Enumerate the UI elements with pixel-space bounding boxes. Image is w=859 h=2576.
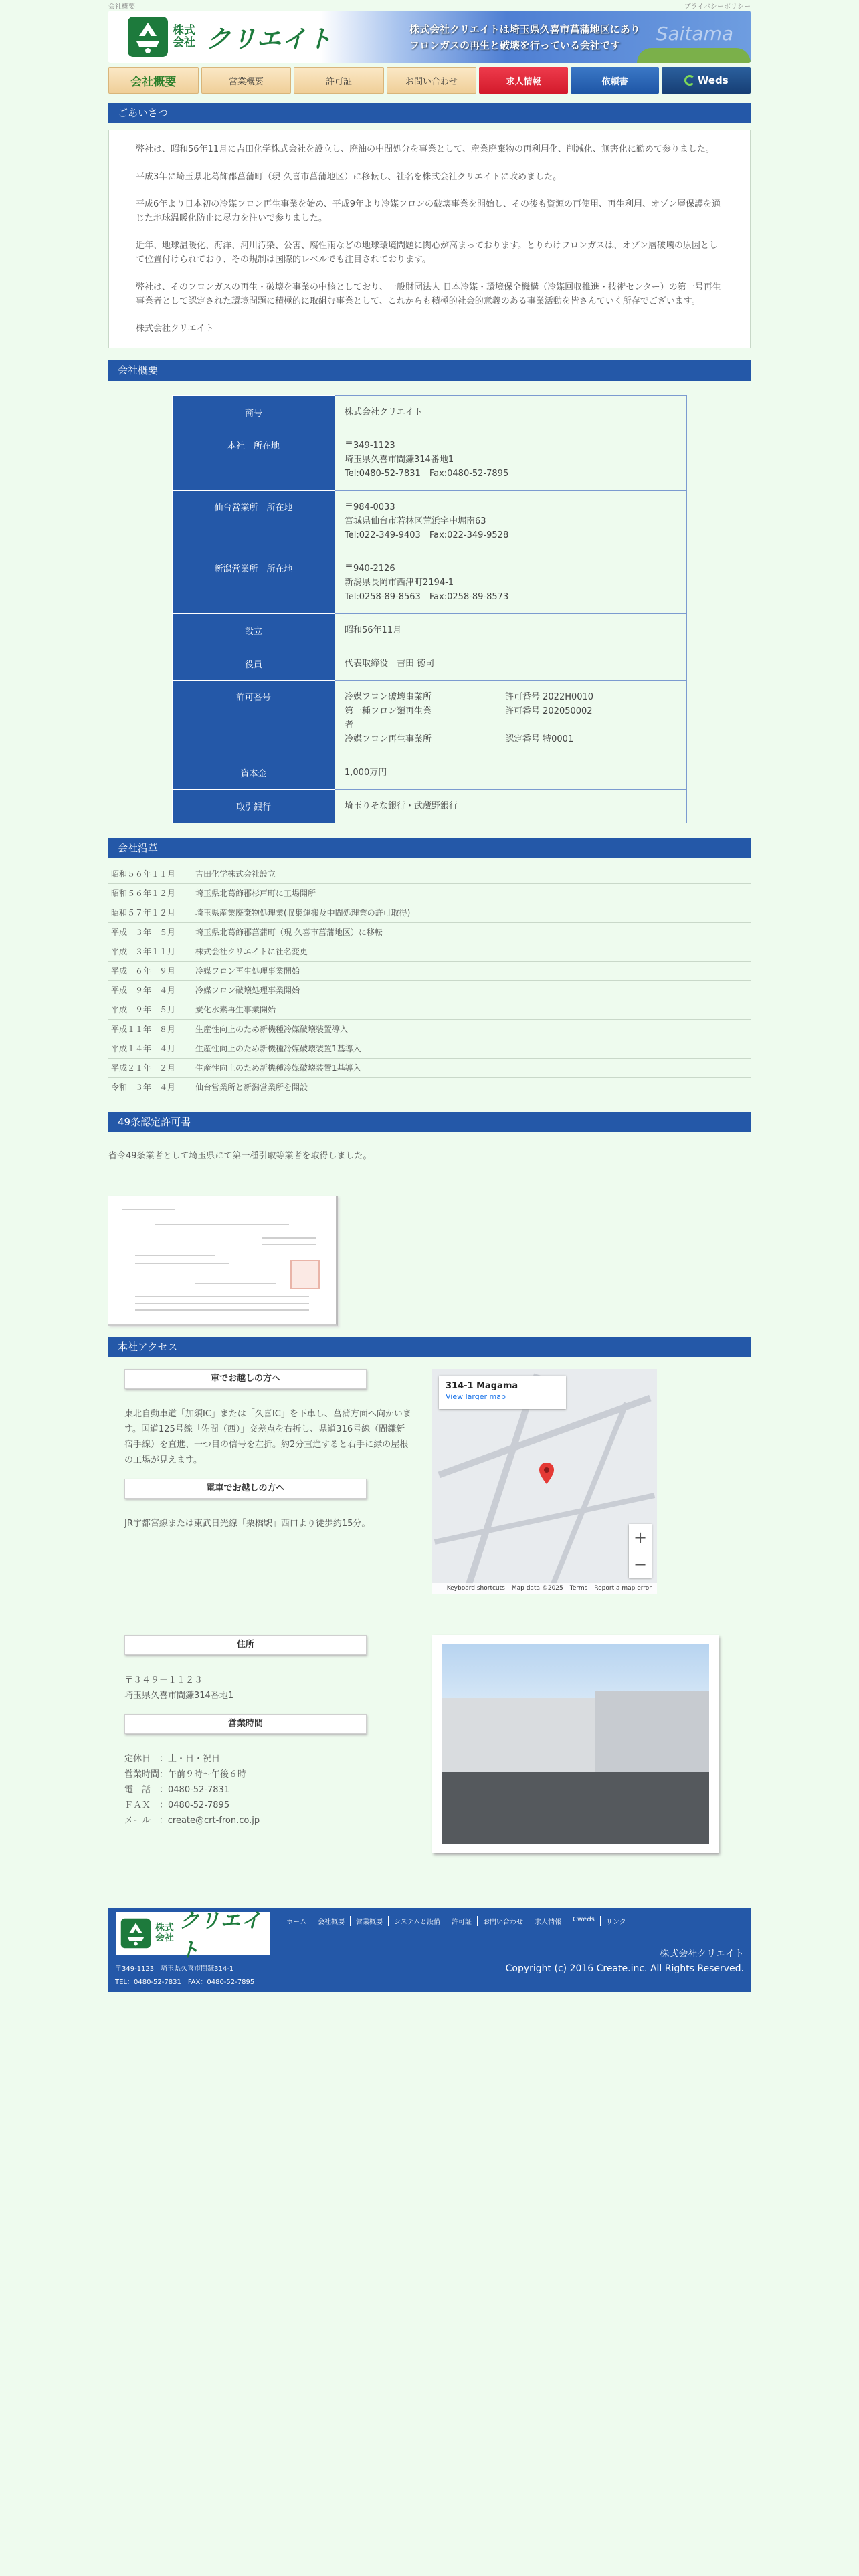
facility-photo (432, 1635, 719, 1853)
table-row (173, 756, 687, 790)
map-footer (432, 1583, 657, 1594)
access-heading: 本社アクセス (108, 1337, 751, 1357)
greeting-paragraph: 平成3年に埼玉県北葛飾郡菖蒲町（現 久喜市菖蒲地区）に移転し、社名を株式会社クリエイトに改めました。 (136, 172, 562, 182)
history-event: 冷媒フロン破壊処理事業開始 (195, 986, 300, 995)
permit-type: 冷媒フロン再生事業所 (345, 734, 432, 744)
permit-line (345, 732, 677, 746)
access-section (108, 1369, 751, 1594)
top-utility-bar (108, 0, 751, 11)
address-line: 埼玉県久喜市間鎌314番地1 (124, 1691, 234, 1701)
footer-link-home[interactable]: ホーム (286, 1919, 306, 1926)
history-row (108, 903, 751, 923)
history-date: 昭和５６年１２月 (111, 889, 176, 898)
value-line: 〒940-2126 (345, 564, 395, 574)
value-line: 1,000万円 (345, 768, 387, 778)
train-directions-text: JR宇都宮線または東武日光線「栗橋駅」西口より徒歩約15分。 (124, 1519, 371, 1529)
nav-request-form[interactable]: 依頼書 (571, 67, 660, 94)
footer-link-recruit[interactable]: 求人情報 (529, 1916, 567, 1926)
history-date: 平成 ３年１１月 (111, 947, 176, 956)
overview-heading: 会社概要 (108, 360, 751, 381)
recycle-logo-icon (127, 16, 169, 58)
access-map-wrap (432, 1369, 657, 1594)
site-footer (108, 1908, 751, 1992)
logo-company-name: クリエイト (206, 25, 333, 53)
footer-link-links[interactable]: リンク (600, 1916, 632, 1926)
value-line: 新潟県長岡市西津町2194-1 (345, 578, 454, 588)
history-row (108, 1078, 751, 1097)
greeting-paragraph: 平成6年より日本初の冷媒フロン再生事業を始め、平成9年より冷媒フロンの破壊事業を開始し、その後も資源の再使用、再生利用、オゾン層保護を通じた地球温暖化防止に尽力を注いで参りました。 (136, 199, 721, 223)
greeting-paragraph: 近年、地球温暖化、海洋、河川汚染、公害、腐性雨などの地球環境問題に関心が高まっております。とりわけフロンガスは、オゾン層破壊の原因として位置付けられており、その規制は国際的レベルでも注目されております。 (136, 241, 718, 265)
map-marker-icon[interactable] (539, 1463, 554, 1484)
logo-kabushiki-text: 株式会社 (155, 1923, 174, 1943)
zoom-out-icon[interactable]: − (633, 1555, 648, 1574)
value-line: 株式会社クリエイト (345, 407, 423, 417)
value-line: 〒349-1123 (345, 441, 395, 451)
footer-address-line: 〒349-1123 埼玉県久喜市間鎌314-1 (115, 1965, 234, 1973)
history-event: 仙台営業所と新潟営業所を開設 (195, 1083, 308, 1092)
footer-link-contact[interactable]: お問い合わせ (477, 1916, 529, 1926)
history-date: 平成２１年 ２月 (111, 1063, 176, 1073)
footer-link-company[interactable]: 会社概要 (312, 1916, 350, 1926)
embedded-map[interactable] (432, 1369, 657, 1594)
footer-link-business[interactable]: 営業概要 (350, 1916, 388, 1926)
permit-number: 許可番号 2022H0010 (505, 692, 594, 702)
history-event: 埼玉県北葛飾郡杉戸町に工場開所 (195, 889, 316, 898)
greeting-paragraph: 弊社は、そのフロンガスの再生・破壊を事業の中核としており、一般財団法人 日本冷媒・環境保全機構（冷媒回収推進・技術センター）の第一号再生事業者として認定された環境問題に積極的に取組む事業として、これからも積極的社会的意義のある事業活動を皆さんていく所存でございます。 (136, 282, 721, 306)
map-zoom-controls (629, 1524, 652, 1578)
permit-certificate-image[interactable] (108, 1196, 338, 1326)
banner-tagline (409, 21, 640, 53)
hours-line: 定休日 ：土・日・祝日 (124, 1754, 221, 1764)
row-value (335, 614, 687, 647)
history-row (108, 1020, 751, 1039)
address-section (108, 1635, 751, 1853)
footer-links (281, 1916, 632, 1926)
value-line: 昭和56年11月 (345, 625, 402, 635)
hours-line: 電 話 ：0480-52-7831 (124, 1785, 230, 1795)
car-directions-heading: 車でお越しの方へ (124, 1369, 367, 1389)
footer-company-name: 株式会社クリエイト (660, 1949, 744, 1959)
history-date: 平成 ６年 ９月 (111, 966, 176, 976)
value-line: 埼玉県久喜市間鎌314番地1 (345, 455, 454, 465)
history-event: 生産性向上のため新機種冷媒破壊装置1基導入 (195, 1063, 361, 1073)
footer-address (115, 1963, 254, 1990)
history-row (108, 1059, 751, 1078)
view-larger-map-link[interactable]: View larger map (446, 1392, 506, 1401)
value-line: 埼玉りそな銀行・武蔵野銀行 (345, 801, 458, 811)
table-row (173, 614, 687, 647)
row-value (335, 491, 687, 552)
permit-number: 許可番号 202050002 (505, 706, 593, 716)
row-label: 設立 (173, 614, 335, 647)
history-row (108, 942, 751, 962)
table-row (173, 429, 687, 491)
history-event: 炭化水素再生事業開始 (195, 1005, 276, 1014)
history-date: 昭和５６年１１月 (111, 869, 176, 879)
history-row (108, 884, 751, 903)
history-date: 平成１４年 ４月 (111, 1044, 176, 1053)
map-place-name: 314-1 Magama (446, 1381, 518, 1391)
history-date: 平成 ９年 ４月 (111, 986, 176, 995)
footer-tel-line: TEL：0480-52-7831 FAX：0480-52-7895 (115, 1979, 255, 1986)
car-directions-text: 東北自動車道「加須IC」または「久喜IC」を下車し、菖蒲方面へ向かいます。国道125号線「佐間（西）」交差点を右折し、県道316号線（間鎌新宿手線）を直進、一つ目の信号を左折。約2分直進すると右手に緑の屋根の工場が見えます。 (124, 1409, 411, 1465)
history-date: 平成 ３年 ５月 (111, 928, 176, 937)
hours-text (124, 1751, 412, 1828)
table-row (173, 396, 687, 429)
row-value (335, 681, 687, 756)
company-info-table (172, 395, 687, 823)
row-label: 資本金 (173, 756, 335, 790)
row-value (335, 552, 687, 614)
value-line: Tel:022-349-9403 Fax:022-349-9528 (345, 530, 509, 540)
permit-line (345, 690, 677, 704)
official-seal-icon (290, 1260, 320, 1289)
row-value (335, 429, 687, 491)
map-report-link[interactable]: Report a map error (594, 1585, 652, 1592)
table-row (173, 647, 687, 681)
permit-number: 認定番号 特0001 (505, 734, 574, 744)
permit-heading: 49条認定許可書 (108, 1112, 751, 1132)
history-row (108, 1039, 751, 1059)
row-value (335, 647, 687, 681)
banner-hill-graphic (637, 48, 751, 63)
banner-tagline-line-2: フロンガスの再生と破壊を行っている会社です (409, 39, 621, 51)
greeting-heading: ごあいさつ (108, 103, 751, 123)
row-label: 新潟営業所 所在地 (173, 552, 335, 614)
history-row (108, 1000, 751, 1020)
history-event: 株式会社クリエイトに社名変更 (195, 947, 308, 956)
weds-logo-icon (684, 75, 695, 86)
access-directions (108, 1369, 412, 1594)
history-list (108, 865, 751, 1097)
copyright-text: Copyright (c) 2016 Create.inc. All Rights Reserved. (505, 1963, 744, 1974)
value-line: 宮城県仙台市若林区荒浜字中堀南63 (345, 516, 486, 526)
train-directions-heading: 電車でお越しの方へ (124, 1479, 367, 1499)
row-value (335, 790, 687, 823)
facility-photo-wrap (432, 1635, 719, 1853)
hours-line: メール ：create@crt-fron.co.jp (124, 1816, 260, 1826)
zoom-in-icon[interactable]: + (633, 1528, 648, 1547)
table-row (173, 790, 687, 823)
row-label: 許可番号 (173, 681, 335, 756)
nav-weds-label: Weds (697, 74, 729, 86)
hours-line: 営業時間：午前９時〜午後６時 (124, 1769, 247, 1780)
table-row (173, 681, 687, 756)
nav-contact[interactable]: お問い合わせ (387, 67, 477, 94)
banner-city-text: Saitama (656, 23, 733, 45)
nav-business-overview[interactable]: 営業概要 (201, 67, 292, 94)
permit-description: 省令49条業者として埼玉県にて第一種引取等業者を取得しました。 (108, 1151, 372, 1161)
hours-heading: 営業時間 (124, 1714, 367, 1734)
row-label: 本社 所在地 (173, 429, 335, 491)
history-row (108, 981, 751, 1000)
footer-link-cweds[interactable]: Cweds (567, 1916, 600, 1926)
permit-type: 冷媒フロン破壊事業所 (345, 692, 432, 702)
row-label: 取引銀行 (173, 790, 335, 823)
privacy-policy-link[interactable]: プライバシーポリシー (684, 3, 751, 11)
history-row (108, 865, 751, 884)
history-event: 生産性向上のため新機種冷媒破壊装置1基導入 (195, 1044, 361, 1053)
row-value (335, 396, 687, 429)
table-row (173, 552, 687, 614)
nav-recruit[interactable]: 求人情報 (479, 67, 568, 94)
history-event: 吉田化学株式会社設立 (195, 869, 276, 879)
history-row (108, 962, 751, 981)
footer-copyright (506, 1947, 744, 1976)
row-label: 仙台営業所 所在地 (173, 491, 335, 552)
row-value (335, 756, 687, 790)
row-label: 役員 (173, 647, 335, 681)
history-date: 令和 ３年 ４月 (111, 1083, 176, 1092)
map-terms-link[interactable]: Terms (569, 1585, 588, 1592)
value-line: 代表取締役 吉田 徳司 (345, 659, 435, 669)
permit-line (345, 704, 677, 732)
value-line: 〒984-0033 (345, 502, 395, 512)
page (108, 0, 751, 1992)
value-line: Tel:0258-89-8563 Fax:0258-89-8573 (345, 592, 509, 602)
hours-line: ＦＡＸ ：0480-52-7895 (124, 1800, 230, 1810)
map-info-card (439, 1376, 566, 1409)
logo-company-name: クリエイト (179, 1909, 262, 1962)
permit-type: 第一種フロン類再生業者 (345, 706, 432, 730)
history-date: 昭和５７年１２月 (111, 908, 176, 918)
history-event: 埼玉県産業廃棄物処理業(収集運搬及中間処理業の許可取得) (195, 908, 411, 918)
history-date: 平成１１年 ８月 (111, 1025, 176, 1034)
nav-weds[interactable] (662, 67, 751, 94)
history-event: 冷媒フロン再生処理事業開始 (195, 966, 300, 976)
history-heading: 会社沿革 (108, 838, 751, 858)
history-event: 生産性向上のため新機種冷媒破壊装置導入 (195, 1025, 349, 1034)
main-nav (108, 67, 751, 94)
row-label: 商号 (173, 396, 335, 429)
value-line: Tel:0480-52-7831 Fax:0480-52-7895 (345, 469, 509, 479)
table-row (173, 491, 687, 552)
history-date: 平成 ９年 ５月 (111, 1005, 176, 1014)
address-line: 〒３４９－１１２３ (124, 1675, 203, 1685)
map-data-credit: Map data ©2025 (511, 1585, 563, 1592)
nav-permits[interactable]: 許可証 (294, 67, 384, 94)
nav-company-overview[interactable]: 会社概要 (108, 67, 199, 94)
footer-logo[interactable] (116, 1909, 270, 1962)
address-heading: 住所 (124, 1635, 367, 1655)
footer-link-systems[interactable]: システムと設備 (388, 1916, 446, 1926)
banner-tagline-line-1: 株式会社クリエイトは埼玉県久喜市菖蒲地区にあり (409, 23, 640, 35)
site-logo[interactable] (127, 16, 332, 58)
address-text (124, 1673, 412, 1703)
header-banner (108, 11, 751, 63)
address-info (108, 1635, 412, 1853)
history-event: 埼玉県北葛飾郡菖蒲町（現 久喜市菖蒲地区）に移転 (195, 928, 383, 937)
greeting-paragraph: 弊社は、昭和56年11月に吉田化学株式会社を設立し、廃油の中間処分を事業として、産業廃棄物の再利用化、削減化、無害化に勤めて参りました。 (136, 144, 714, 154)
map-keyboard-shortcuts[interactable]: Keyboard shortcuts (446, 1585, 505, 1592)
topbar-breadcrumb[interactable]: 会社概要 (108, 3, 135, 11)
recycle-logo-icon (120, 1916, 151, 1951)
greeting-box (108, 130, 751, 348)
history-row (108, 923, 751, 942)
logo-kabushiki-text: 株式会社 (173, 24, 195, 49)
greeting-signature: 株式会社クリエイト (136, 324, 214, 334)
facility-photo-image (442, 1644, 709, 1844)
footer-link-permits[interactable]: 許可証 (446, 1916, 477, 1926)
